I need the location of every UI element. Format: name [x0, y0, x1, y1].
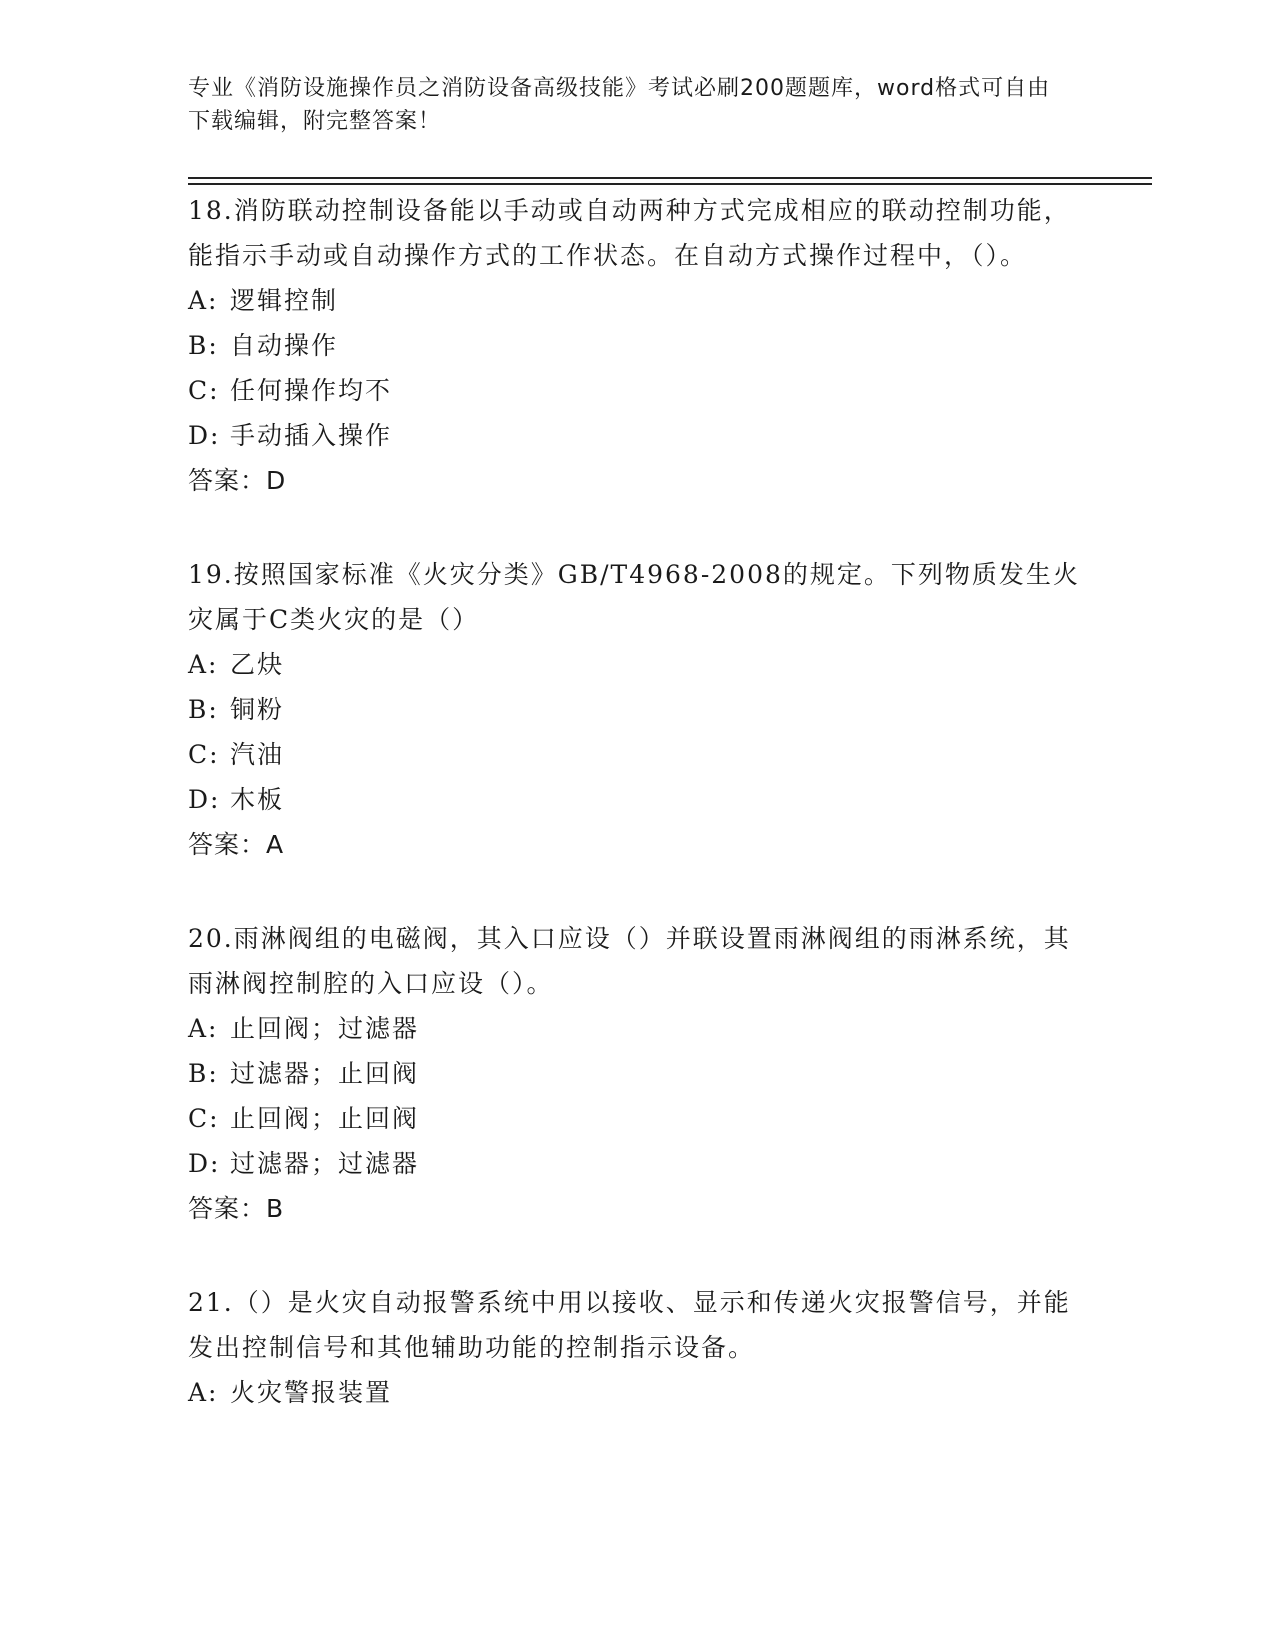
- option-letter: A:: [188, 1014, 219, 1043]
- option-item: [188, 413, 1088, 458]
- answer-text: 答案：D: [188, 466, 287, 495]
- option-item: [188, 1370, 1088, 1415]
- option-item: [188, 368, 1088, 413]
- option-item: [188, 687, 1088, 732]
- option-letter: B:: [188, 331, 219, 360]
- option-item: [188, 278, 1088, 323]
- option-item: [188, 1096, 1088, 1141]
- header-divider: [188, 177, 1152, 179]
- option-letter: C:: [188, 740, 220, 769]
- option-letter: B:: [188, 1059, 219, 1088]
- document-header: 专业《消防设施操作员之消防设备高级技能》考试必刷200题题库，word格式可自由下载编辑，附完整答案！: [188, 76, 1051, 134]
- option-letter: C:: [188, 376, 220, 405]
- question-item: [188, 916, 1088, 1231]
- option-item: [188, 1051, 1088, 1096]
- option-item: [188, 642, 1088, 687]
- option-letter: A:: [188, 286, 219, 315]
- option-letter: A:: [188, 650, 219, 679]
- question-item: [188, 1280, 1088, 1415]
- option-text: 过滤器；过滤器: [230, 1149, 420, 1178]
- option-text: 木板: [230, 785, 285, 814]
- answer-text: 答案：A: [188, 830, 285, 859]
- option-letter: C:: [188, 1104, 220, 1133]
- option-text: 任何操作均不: [230, 376, 393, 405]
- question-text: 19.按照国家标准《火灾分类》GB/T4968-2008的规定。下列物质发生火灾属于C类火灾的是（）: [188, 560, 1080, 634]
- option-text: 过滤器；止回阀: [230, 1059, 420, 1088]
- option-item: [188, 732, 1088, 777]
- header-divider: [188, 183, 1152, 185]
- option-letter: A:: [188, 1378, 219, 1407]
- option-text: 汽油: [230, 740, 285, 769]
- option-letter: D:: [188, 785, 221, 814]
- option-item: [188, 1006, 1088, 1051]
- option-letter: D:: [188, 1149, 221, 1178]
- option-letter: D:: [188, 421, 221, 450]
- option-text: 逻辑控制: [230, 286, 339, 315]
- option-text: 手动插入操作: [230, 421, 393, 450]
- option-text: 止回阀；过滤器: [230, 1014, 420, 1043]
- option-item: [188, 777, 1088, 822]
- option-text: 铜粉: [230, 695, 285, 724]
- option-text: 止回阀；止回阀: [230, 1104, 420, 1133]
- question-item: [188, 188, 1088, 503]
- option-text: 自动操作: [230, 331, 339, 360]
- question-item: [188, 552, 1088, 867]
- answer-text: 答案：B: [188, 1194, 285, 1223]
- question-list: [188, 188, 1088, 1464]
- question-text: 21.（）是火灾自动报警系统中用以接收、显示和传递火灾报警信号，并能发出控制信号和其他辅助功能的控制指示设备。: [188, 1288, 1071, 1362]
- question-text: 20.雨淋阀组的电磁阀，其入口应设（）并联设置雨淋阀组的雨淋系统，其雨淋阀控制腔的入口应设（）。: [188, 924, 1071, 998]
- option-text: 火灾警报装置: [230, 1378, 393, 1407]
- option-text: 乙炔: [230, 650, 285, 679]
- question-text: 18.消防联动控制设备能以手动或自动两种方式完成相应的联动控制功能，能指示手动或自动操作方式的工作状态。在自动方式操作过程中，（）。: [188, 196, 1071, 270]
- option-item: [188, 1141, 1088, 1186]
- option-letter: B:: [188, 695, 219, 724]
- option-item: [188, 323, 1088, 368]
